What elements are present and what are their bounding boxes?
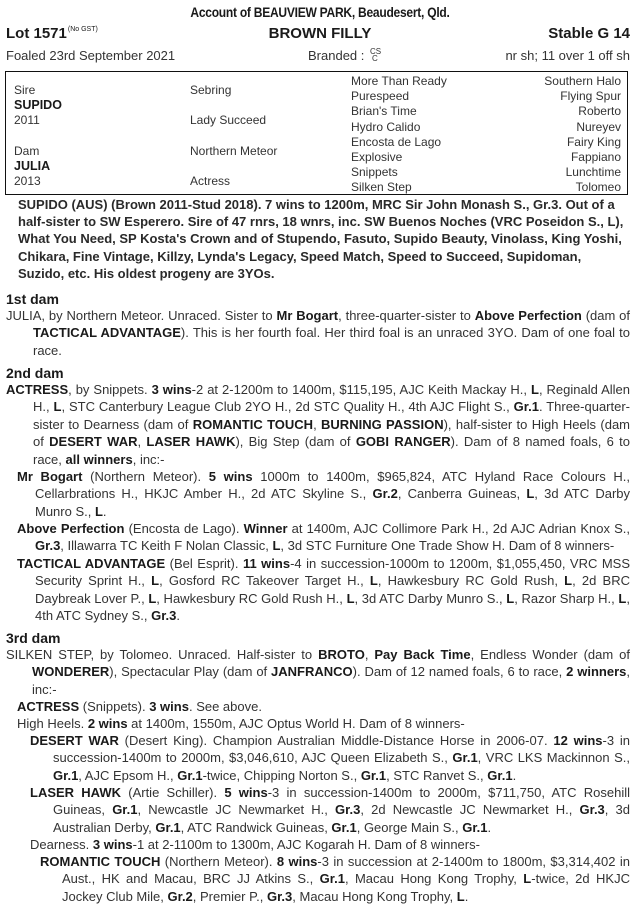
highlight-text: Gr.1: [360, 767, 387, 783]
entry-text: , AJC Epsom H.,: [78, 767, 178, 783]
highlight-text: L: [53, 399, 62, 415]
vendor-account: Account of BEAUVIEW PARK, Beaudesert, Qld.: [190, 4, 450, 20]
entry-text: (Northern Meteor).: [160, 854, 277, 869]
highlight-text: Gr.1: [177, 767, 203, 783]
entry-text: (Snippets).: [79, 699, 150, 714]
highlight-text: 11 wins: [242, 556, 291, 571]
highlight-text: Gr.2: [167, 888, 193, 904]
highlight-text: L: [530, 382, 539, 397]
brand-info: [308, 48, 386, 63]
entry-text: High Heels.: [17, 716, 88, 731]
highlight-text: Gr.3: [579, 802, 605, 818]
entry-text: (Desert King). Champion Australian Middle-Distance Horse in 2006-07.: [118, 733, 554, 748]
highlight-text: Above Perfection: [474, 308, 582, 323]
third-gen-right: Flying Spur: [560, 89, 621, 104]
third-gen-left: Encosta de Lago: [351, 134, 442, 149]
entry-text: Dearness.: [30, 837, 93, 852]
highlight-text: L: [346, 590, 355, 606]
pedigree-entry: [30, 732, 630, 784]
pedigree-entry: [17, 555, 630, 625]
entry-text: ,: [364, 647, 375, 662]
highlight-text: ACTRESS: [6, 382, 69, 397]
highlight-text: Pay Back Time: [374, 647, 471, 662]
highlight-text: Gr.1: [112, 802, 138, 818]
entry-text: (Artie Schiller).: [121, 785, 225, 800]
highlight-text: L: [369, 573, 378, 589]
second-dam-heading: 2nd dam: [6, 365, 64, 381]
third-gen-right: Southern Halo: [544, 74, 621, 88]
entry-text: , Newcastle JC Newmarket H.,: [137, 802, 336, 818]
pedigree-entry: [30, 836, 630, 853]
sire-dam: Lady Succeed: [190, 113, 267, 127]
entry-text: at 1400m, 1550m, AJC Optus World H. Dam of 8 winners-: [127, 716, 465, 731]
brand-top: CS: [370, 47, 382, 56]
third-gen-right: Fappiano: [570, 150, 621, 164]
entry-text: , inc:-: [32, 664, 630, 697]
highlight-text: all winners: [65, 451, 133, 467]
entry-text: ). This is her fourth foal. Her third foal is an unraced 3YO. Dam of one foal to race.: [33, 325, 630, 358]
pedigree-entry: [17, 715, 630, 732]
dam-dam: Actress: [190, 174, 231, 188]
entry-text: (Bel Esprit).: [165, 556, 243, 571]
pedigree-entry: [30, 784, 630, 836]
pedigree-table: [5, 71, 628, 195]
third-gen-left: Purespeed: [351, 89, 410, 104]
third-gen-left: Snippets: [351, 165, 398, 180]
third-gen-right: Fairy King: [566, 134, 621, 149]
highlight-text: 3 wins: [149, 699, 189, 714]
highlight-text: Mr Bogart: [17, 469, 83, 484]
entry-text: JULIA, by Northern Meteor. Unraced. Sister to: [6, 308, 277, 323]
dam-name: JULIA: [14, 159, 51, 173]
entry-text: . Three-quarter-sister to Dearness (dam of: [33, 399, 631, 432]
third-gen-right: Tolomeo: [575, 180, 621, 195]
highlight-text: LASER HAWK: [30, 785, 122, 800]
entry-text: (Encosta de Lago).: [124, 521, 244, 536]
highlight-text: L: [523, 871, 532, 887]
entry-text: , Gosford RC Takeover Target H.,: [159, 573, 370, 589]
highlight-text: 3 wins: [92, 837, 133, 852]
entry-text: , Macau Hong Kong Trophy,: [292, 888, 457, 904]
third-gen-right: Lunchtime: [565, 165, 621, 180]
highlight-text: 12 wins: [553, 733, 603, 748]
entry-text: , 4th ATC Sydney S.,: [35, 590, 630, 624]
entry-text: 1000m to 1400m, $965,824, ATC Hyland Race Colours H., Cellarbrations H., HKJC Amber H., 2d ATC Skyline S.,: [35, 469, 630, 502]
pedigree-entry: [40, 853, 630, 905]
highlight-text: Gr.3: [335, 802, 361, 818]
third-gen-left: More Than Ready: [351, 74, 447, 88]
entry-text: , Hawkesbury RC Gold Rush H.,: [156, 590, 347, 606]
third-gen-left: Hydro Calido: [351, 119, 421, 134]
highlight-text: Gr.1: [155, 819, 181, 835]
highlight-text: L: [564, 573, 573, 589]
foaling-date: Foaled 23rd September 2021: [6, 48, 176, 63]
entry-text: , inc:-: [132, 451, 165, 467]
brand-bottom: C: [372, 54, 378, 63]
highlight-text: DESERT WAR: [49, 434, 138, 450]
entry-text: -3 in succession at 2-1400m to 1800m, $3,314,402 in Aust., HK and Macau, BRC JJ Atkins S.,: [62, 854, 630, 887]
entry-text: , 3d ATC Darby Munro S.,: [35, 486, 631, 519]
entry-text: -twice, Chipping Norton S.,: [202, 767, 361, 783]
entry-text: , STC Canterbury League Club 2YO H., 2d STC Quality H., 4th AJC Flight S.,: [61, 399, 514, 415]
highlight-text: 5 wins: [224, 785, 268, 800]
highlight-text: 2 winners: [566, 664, 627, 680]
entry-text: . See above.: [188, 699, 262, 714]
highlight-text: DESERT WAR: [30, 733, 119, 748]
highlight-text: L: [272, 538, 281, 554]
highlight-text: Winner: [243, 521, 288, 536]
entry-text: .: [512, 767, 517, 783]
entry-text: ). Dam of 12 named foals, 6 to race,: [352, 664, 567, 680]
stable-location: Stable G 14: [548, 25, 630, 42]
entry-text: , three-quarter-sister to: [338, 308, 475, 323]
dam-year: 2013: [14, 174, 41, 188]
highlight-text: ROMANTIC TOUCH: [192, 416, 314, 432]
dam-label: Dam: [14, 144, 40, 158]
highlight-text: 3 wins: [151, 382, 192, 397]
entry-text: , 3d Australian Derby,: [53, 802, 630, 835]
highlight-text: Gr.1: [331, 819, 357, 835]
entry-text: .: [176, 608, 181, 624]
gst-note: (No GST): [67, 26, 98, 33]
highlight-text: L: [506, 590, 515, 606]
sire-name: SUPIDO: [14, 98, 62, 112]
highlight-text: L: [526, 486, 535, 502]
highlight-text: L: [618, 590, 627, 606]
sire-year: 2011: [14, 113, 40, 127]
third-gen-left: Silken Step: [351, 180, 412, 195]
entry-text: , George Main S.,: [356, 819, 463, 835]
third-gen-right: Roberto: [578, 104, 621, 119]
entry-text: ). Dam of 8 named foals, 6 to race,: [33, 434, 630, 467]
highlight-text: 8 wins: [276, 854, 318, 869]
entry-text: , Razor Sharp H.,: [514, 590, 619, 606]
entry-text: -3 in succession-1400m to 2000m, $711,750, ATC Rosehill Guineas,: [53, 785, 630, 818]
entry-text: (dam of: [581, 308, 631, 323]
entry-text: -2 at 2-1200m to 1400m, $115,195, AJC Keith Mackay H.,: [191, 382, 531, 397]
sire-summary: SUPIDO (AUS) (Brown 2011-Stud 2018). 7 wins to 1200m, MRC Sir John Monash S., Gr.3. Out of a half-sister to SW Esperero. Sire of 47 rnrs, 18 wnrs, inc. SW Buenos Noches (VRC Poseidon S., L), What You Need, SP Kosta's Crown and of Stupendo, Fasuto, Supido Beauty, Vinolass, King Yoshi, Chikara, Fine Vintage, Killzy, Lynda's Legacy, Speed Match, Speed to Succeed, Supidoman, Suzido, etc. His oldest progeny are 3YOs.: [18, 197, 624, 281]
entry-text: , by Snippets.: [68, 382, 152, 397]
entry-text: ), Big Step (dam of: [235, 434, 356, 450]
lot-label: Lot 1571: [6, 25, 67, 42]
entry-text: .: [487, 819, 492, 835]
dam-sire: Northern Meteor: [190, 144, 278, 158]
highlight-text: Mr Bogart: [276, 308, 339, 323]
highlight-text: Gr.3: [35, 538, 61, 554]
pedigree-entry: [6, 381, 630, 468]
highlight-text: BURNING PASSION: [321, 416, 444, 432]
entry-text: , Illawarra TC Keith F Nolan Classic,: [60, 538, 273, 554]
highlight-text: TACTICAL ADVANTAGE: [17, 556, 166, 571]
entry-text: at 1400m, AJC Collimore Park H., 2d AJC Adrian Knox S.,: [287, 521, 630, 536]
highlight-text: 2 wins: [87, 716, 128, 731]
third-gen-left: Explosive: [351, 150, 403, 164]
highlight-text: Gr.1: [452, 750, 478, 766]
entry-text: , VRC LKS Mackinnon S.,: [477, 750, 630, 766]
highlight-text: Gr.3: [151, 608, 177, 624]
pedigree-entry: [6, 646, 630, 698]
entry-text: , 2d BRC Daybreak Lover P.,: [35, 573, 630, 606]
highlight-text: Gr.1: [513, 399, 539, 415]
highlight-text: Gr.2: [372, 486, 398, 502]
first-dam-heading: 1st dam: [6, 291, 59, 307]
entry-text: , Endless Wonder (dam of: [470, 647, 630, 662]
entry-text: ,: [313, 416, 322, 432]
highlight-text: BROTO: [318, 647, 365, 662]
third-dam-heading: 3rd dam: [6, 630, 61, 646]
sire-sire: Sebring: [190, 83, 232, 97]
highlight-text: LASER HAWK: [146, 434, 236, 450]
entry-text: (Northern Meteor).: [82, 469, 209, 484]
entry-text: ), half-sister to High Heels (dam of: [33, 416, 631, 450]
pedigree-entry: [17, 520, 630, 555]
highlight-text: TACTICAL ADVANTAGE: [33, 325, 181, 341]
entry-text: -twice, 2d HKJC Jockey Club Mile,: [62, 871, 630, 904]
entry-text: , Macau Hong Kong Trophy,: [344, 871, 524, 887]
branded-label: Branded :: [308, 48, 365, 63]
entry-text: , Hawkesbury RC Gold Rush,: [377, 573, 565, 589]
entry-text: , 3d STC Furniture One Trade Show H. Dam of 8 winners-: [280, 538, 615, 554]
entry-text: , 2d Newcastle JC Newmarket H.,: [360, 802, 580, 818]
highlight-text: 5 wins: [208, 469, 253, 484]
entry-text: ,: [137, 434, 147, 450]
highlight-text: L: [456, 888, 465, 904]
highlight-text: ACTRESS: [17, 699, 80, 714]
pedigree-entry: [17, 468, 630, 520]
entry-text: -4 in succession-1000m to 1200m, $1,055,450, VRC MSS Security Sprint H.,: [35, 556, 631, 589]
highlight-text: Gr.1: [319, 871, 345, 887]
highlight-text: Above Perfection: [17, 521, 125, 536]
highlight-text: Gr.1: [487, 767, 513, 783]
highlight-text: GOBI RANGER: [355, 434, 451, 450]
entry-text: ), Spectacular Play (dam of: [109, 664, 272, 680]
entry-text: -1 at 2-1100m to 1300m, AJC Kogarah H. Dam of 8 winners-: [132, 837, 480, 852]
entry-text: .: [102, 503, 107, 519]
highlight-text: ROMANTIC TOUCH: [40, 854, 161, 869]
highlight-text: Gr.1: [462, 819, 488, 835]
entry-text: , Premier P.,: [192, 888, 267, 904]
highlight-text: Gr.1: [53, 767, 79, 783]
highlight-text: L: [151, 573, 160, 589]
sire-label: Sire: [14, 83, 36, 97]
horse-description: BROWN FILLY: [268, 25, 372, 42]
third-gen-left: Brian's Time: [351, 104, 417, 119]
entry-text: SILKEN STEP, by Tolomeo. Unraced. Half-sister to: [6, 647, 319, 662]
brand-mark-icon: [370, 48, 386, 62]
pedigree-entry: [17, 698, 630, 715]
highlight-text: L: [94, 503, 103, 519]
entry-text: , Reginald Allen H.,: [33, 382, 630, 415]
highlight-text: JANFRANCO: [271, 664, 353, 680]
highlight-text: L: [148, 590, 157, 606]
entry-text: , 3d ATC Darby Munro S.,: [354, 590, 507, 606]
entry-text: .: [464, 888, 469, 904]
third-gen-right: Nureyev: [576, 119, 621, 134]
horse-markings: nr sh; 11 over 1 off sh: [505, 48, 630, 63]
entry-text: , Canberra Guineas,: [397, 486, 527, 502]
highlight-text: WONDERER: [32, 664, 110, 680]
pedigree-entry: [6, 307, 630, 359]
highlight-text: Gr.3: [266, 888, 293, 904]
entry-text: , ATC Randwick Guineas,: [180, 819, 332, 835]
entry-text: , STC Ranvet S.,: [386, 767, 488, 783]
entry-text: -3 in succession-1400m to 2000m, $3,046,610, AJC Queen Elizabeth S.,: [53, 733, 631, 766]
